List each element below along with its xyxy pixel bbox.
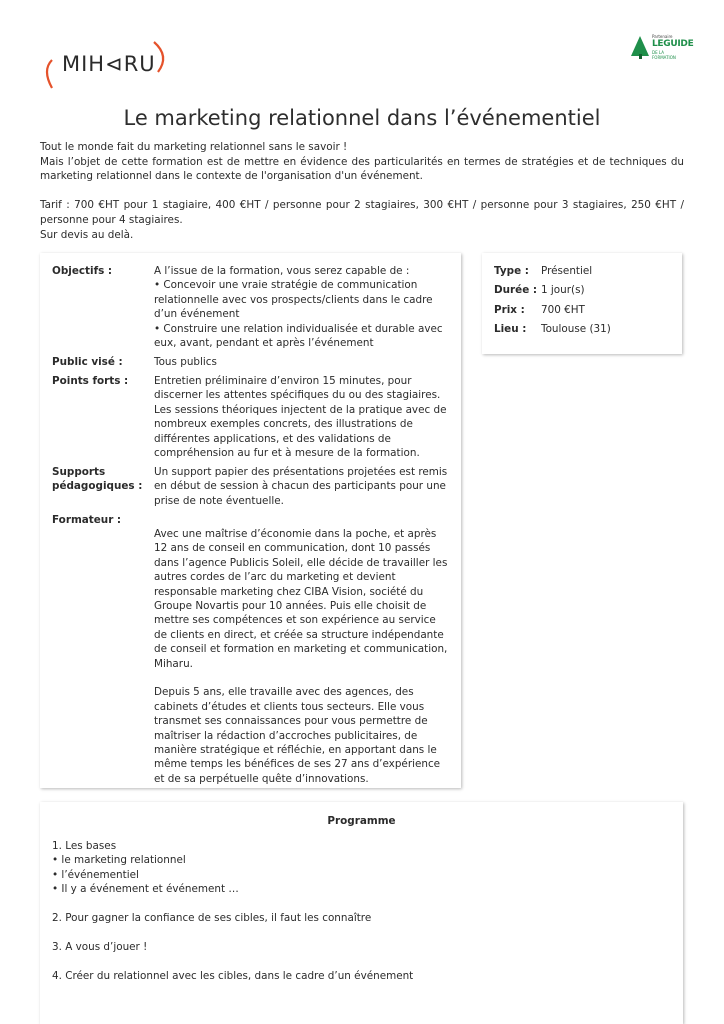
objectifs-label: Objectifs : bbox=[52, 265, 113, 277]
programme-line: 4. Créer du relationnel avec les cibles, dans le cadre d’un événement bbox=[52, 969, 414, 982]
supports-value: Un support papier des présentations projetées est remis en début de session à chacun des participants pour une prise de note éventuelle. bbox=[154, 466, 448, 507]
lieu-label: Lieu : bbox=[494, 323, 527, 335]
programme-line: 3. A vous d’jouer ! bbox=[52, 940, 148, 953]
intro-line: Tout le monde fait du marketing relationnel sans le savoir ! bbox=[40, 141, 348, 153]
partner-subtitle: DE LA FORMATION bbox=[652, 50, 676, 60]
prix-value: 700 €HT bbox=[541, 304, 585, 316]
duree-value: 1 jour(s) bbox=[541, 284, 585, 296]
public-label: Public visé : bbox=[52, 356, 123, 368]
objectifs-item: • Concevoir une vraie stratégie de communication relationnelle avec vos prospects/clients dans le cadre d’un événement bbox=[154, 279, 433, 321]
type-value: Présentiel bbox=[541, 265, 593, 277]
points-forts-value: Entretien préliminaire d’environ 15 minutes, pour discerner les attentes spécifiques du ou des stagiaires. Les sessions théoriques injectent de la pratique avec de nombreux exemples concrets, des illustrations de différentes applications, et des validations de compréhension au fur et à mesure de la formation. bbox=[154, 375, 447, 460]
partner-name: LEGUIDE bbox=[652, 39, 694, 49]
programme-line: 1. Les bases bbox=[52, 840, 117, 852]
duree-label: Durée : bbox=[494, 284, 538, 296]
formateur-value bbox=[154, 527, 450, 786]
formateur-paragraph: Depuis 5 ans, elle travaille avec des agences, des cabinets d’études et clients tous secteurs. Elle vous transmet ses connaissances pour vous permettre de maîtriser la rédaction d’accroches publicitaires, de manière stratégique et réfléchie, en apportant dans le même temps les bénéfices de ses 27 ans d’expérience et de sa perpétuelle quête d’innovations. bbox=[154, 686, 441, 785]
details-card bbox=[40, 253, 461, 788]
lieu-value: Toulouse (31) bbox=[541, 323, 611, 335]
devis-text: Sur devis au delà. bbox=[40, 228, 134, 241]
summary-card bbox=[482, 253, 682, 354]
programme-line: • le marketing relationnel bbox=[52, 854, 186, 867]
programme-line: • l’événementiel bbox=[52, 868, 139, 881]
supports-label bbox=[52, 465, 152, 494]
intro-paragraph: Mais l’objet de cette formation est de mettre en évidence des particularités en termes de stratégies et de techniques du marketing relationnel dans le contexte de l'organisation d'un événement. bbox=[40, 155, 684, 183]
intro-section bbox=[40, 140, 684, 242]
objectifs-intro: A l’issue de la formation, vous serez capable de : bbox=[154, 265, 410, 277]
programme-line: 2. Pour gagner la confiance de ses cibles, il faut les connaître bbox=[52, 912, 372, 925]
partner-badge bbox=[630, 34, 694, 62]
supports-label-line: pédagogiques : bbox=[52, 480, 143, 493]
programme-title: Programme bbox=[327, 815, 396, 827]
formateur-paragraph: Avec une maîtrise d’économie dans la poche, et après 12 ans de conseil en communication, dont 10 passés dans l’agence Publicis Soleil, elle décide de travailler les autres cordes de l’arc du marketing et devient responsable marketing chez CIBA Vision, société du Groupe Novartis pour 10 années. Puis elle choisit de mettre ses compétences et son expérience au service de clients en direct, et créée sa structure indépendante de conseil et formation en marketing et communication, Miharu. bbox=[154, 528, 448, 670]
partner-label: Partenaire bbox=[652, 34, 673, 39]
programme-line: • Il y a événement et événement … bbox=[52, 883, 239, 896]
formateur-label: Formateur : bbox=[52, 514, 122, 526]
tarif-text: Tarif : 700 €HT pour 1 stagiaire, 400 €HT / personne pour 2 stagiaires, 300 €HT / personne pour 3 stagiaires, 250 €HT / personne pour 4 stagiaires. bbox=[40, 199, 684, 226]
logo-text: MIH⊲RU bbox=[62, 52, 156, 76]
objectifs-item: • Construire une relation individualisée et durable avec eux, avant, pendant et après l’événement bbox=[154, 322, 443, 350]
type-label: Type : bbox=[494, 265, 529, 277]
programme-card bbox=[40, 802, 683, 1024]
public-value: Tous publics bbox=[154, 356, 217, 368]
prix-label: Prix : bbox=[494, 304, 525, 316]
page-title: Le marketing relationnel dans l’événementiel bbox=[123, 106, 601, 130]
objectifs-value bbox=[154, 264, 450, 350]
programme-body bbox=[52, 839, 662, 983]
points-forts-label: Points forts : bbox=[52, 375, 129, 387]
miharu-logo bbox=[42, 38, 172, 94]
supports-label-line: Supports bbox=[52, 466, 106, 478]
partner-tree-icon bbox=[630, 34, 652, 60]
